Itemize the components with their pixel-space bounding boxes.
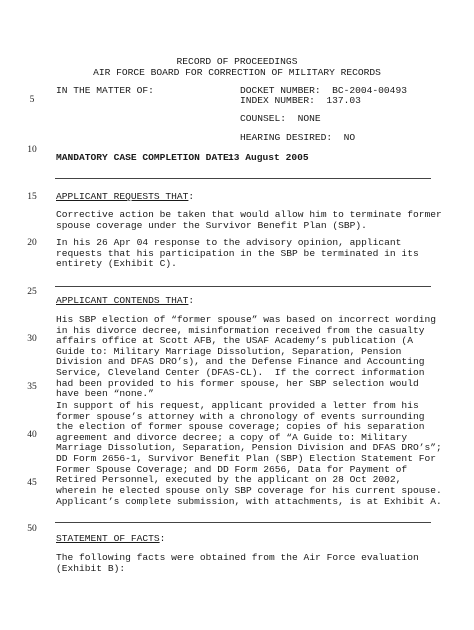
line-number: 30 bbox=[27, 334, 37, 344]
completion-date: 13 August 2005 bbox=[228, 152, 309, 163]
separator-rule bbox=[55, 286, 431, 287]
contends-paragraph-2: In support of his request, applicant provided a letter from his former spouse’s attorney with a chronology of events surrounding the election of former spouse coverage; copies of his separation agreement and divorce decree; a copy of “A Guide to: Military Marriage Dissolution, Separation, Pension Division and DFAS DRO’s”; DD Form 2656-1, Survivor Benefit Plan (SBP) Election Statement For Former Spouse Coverage; and DD Form 2656, Data for Payment of Retired Personnel, executed by the applicant on 28 Oct 2002, wherein he elected spouse only SBP coverage for his current spouse. bbox=[56, 400, 442, 496]
contends-paragraph-1: His SBP election of “former spouse” was based on incorrect wording in his divorce decree, misinformation received from the casualty affairs office at Scott AFB, the USAF Academy’s publication (A Guide to: Military Marriage Dissolution, Separation, Pension Division and DFAS DRO’s), and the Defense Finance and Accounting Service, Cleveland Center (DFAS-CL). If the correct information had been provided to his former spouse, her SBP selection would have been “none.” bbox=[56, 314, 436, 400]
line-number: 45 bbox=[27, 478, 37, 488]
contends-paragraph-3: Applicant’s complete submission, with attachments, is at Exhibit A. bbox=[56, 496, 442, 507]
line-number: 35 bbox=[27, 382, 37, 392]
line-number: 15 bbox=[27, 192, 37, 202]
document-title: RECORD OF PROCEEDINGS bbox=[176, 56, 298, 67]
separator-rule bbox=[55, 178, 431, 179]
facts-paragraph-1: The following facts were obtained from the Air Force evaluation (Exhibit B): bbox=[56, 552, 419, 574]
requests-paragraph-2: In his 26 Apr 04 response to the advisory opinion, applicant requests that his participation in the SBP be terminated in its entirety (Exhibit C). bbox=[56, 237, 419, 270]
line-number: 40 bbox=[27, 430, 37, 440]
line-number: 20 bbox=[27, 238, 37, 248]
line-number: 25 bbox=[27, 287, 37, 297]
requests-paragraph-1: Corrective action be taken that would allow him to terminate former spouse coverage under the Survivor Benefit Plan (SBP). bbox=[56, 209, 442, 231]
line-number: 5 bbox=[29, 95, 35, 105]
section-heading: APPLICANT REQUESTS THAT: bbox=[56, 191, 195, 202]
docket-number: DOCKET NUMBER: BC-2004-00493 bbox=[240, 85, 407, 96]
completion-label: MANDATORY CASE COMPLETION DATE: bbox=[56, 152, 235, 163]
document-subtitle: AIR FORCE BOARD FOR CORRECTION OF MILITARY RECORDS bbox=[93, 67, 381, 78]
index-number: INDEX NUMBER: 137.03 bbox=[240, 95, 361, 106]
section-heading: APPLICANT CONTENDS THAT: bbox=[56, 295, 195, 306]
line-number: 50 bbox=[27, 524, 37, 534]
separator-rule bbox=[55, 522, 431, 523]
line-number: 10 bbox=[27, 145, 37, 155]
counsel: COUNSEL: NONE bbox=[240, 113, 321, 124]
section-heading: STATEMENT OF FACTS: bbox=[56, 533, 166, 544]
matter-label: IN THE MATTER OF: bbox=[56, 85, 154, 96]
hearing-desired: HEARING DESIRED: NO bbox=[240, 132, 356, 143]
